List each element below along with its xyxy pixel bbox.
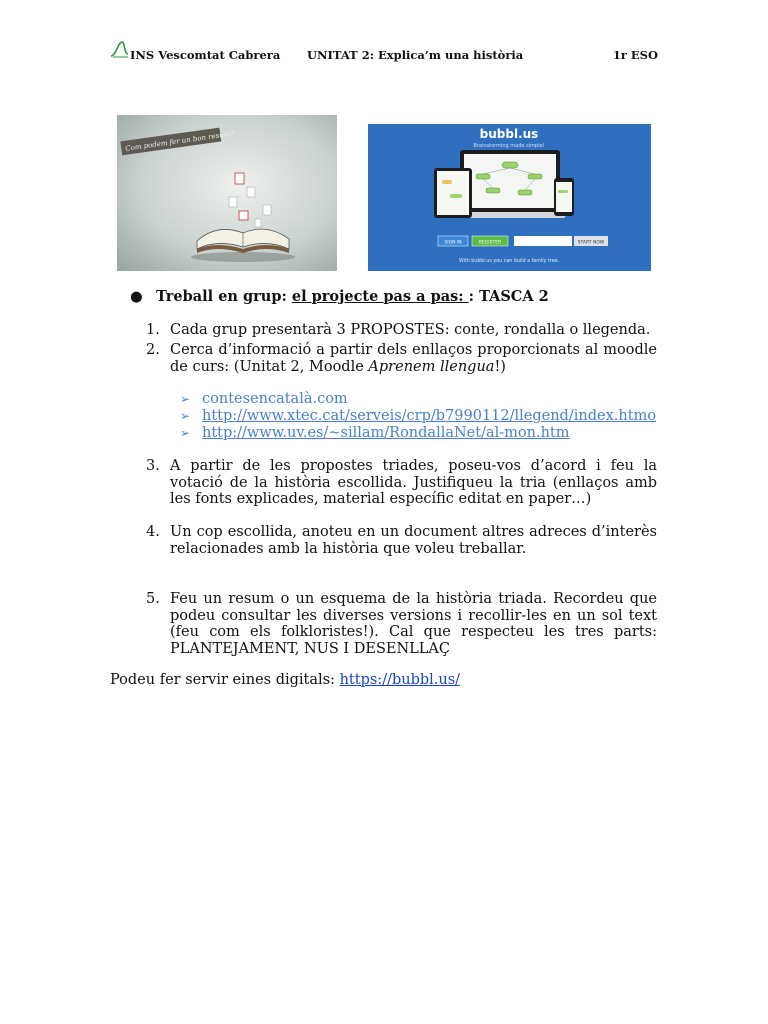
item-2-text-after: !) [494,358,506,375]
bubbl-sign-in-button: SIGN IN [444,240,462,246]
item-2-text-before: Cerca d’informació a partir dels enllaços proporcionats al moodle de curs: (Unitat 2, Moodle [170,342,657,375]
school-name: INS Vescomtat Cabrera [130,48,281,62]
task-underlined: el projecte pas a pas: [291,288,469,305]
task-prefix: Treball en grup: [156,288,292,305]
course-level: 1r ESO [612,48,658,62]
arrow-bullet-icon: ➢ [180,392,191,406]
bubbl-logo: bubbl.us [479,127,539,141]
item-number-1: 1. [146,322,160,338]
arrow-bullet-icon: ➢ [180,426,191,440]
link-xtec[interactable]: http://www.xtec.cat/serveis/crp/b7990112/llegend/index.htmo [202,408,656,424]
bubbl-link[interactable]: https://bubbl.us/ [339,672,461,688]
digital-tools-line [110,672,460,688]
page-header [110,46,658,64]
school-logo-icon [110,40,132,60]
item-5-text: Feu un resum o un esquema de la història triada. Recordeu que podeu consultar les diverses versions i recollir-les en un sol text (feu com els folkloristes!). Cal que respecteu les tres parts: PLANTEJAMENT, NUS I DESENLLAÇ [170,591,657,657]
item-number-3: 3. [146,458,160,474]
bubbl-register-button: REGISTER [478,240,502,246]
tablet-icon [434,168,472,218]
link-contesencatala[interactable]: contesencatalà.com [202,391,348,407]
bullet-point: ● [130,288,143,305]
digital-tools-text: Podeu fer servir eines digitals: [110,672,340,688]
bubbl-tagline: Brainstorming made simple! [473,143,545,149]
bubbl-start-button: START NOW [577,240,605,246]
link-row-3 [180,425,570,441]
bubbl-us-image [368,124,651,271]
book-illustration [117,115,337,271]
item-2-italic: Aprenem llengua [368,358,495,375]
link-row-2 [180,408,656,424]
prezi-title: Com podem fer un bon resum? [124,129,235,153]
task-heading [130,288,549,305]
phone-icon [554,178,574,216]
item-1-text: Cada grup presentarà 3 PROPOSTES: conte, rondalla o llegenda. [170,322,651,338]
item-4-text: Un cop escollida, anoteu en un document altres adreces d’interès relacionades amb la història que voleu treballar. [170,524,657,557]
link-uv[interactable]: http://www.uv.es/~sillam/RondallaNet/al-mon.htm [202,425,570,441]
bubbl-caption: With bubbl.us you can build a family tree. [458,259,560,264]
item-number-4: 4. [146,524,160,540]
arrow-bullet-icon: ➢ [180,409,191,423]
unit-title: UNITAT 2: Explica’m una història [307,48,524,62]
item-3-text: A partir de les propostes triades, poseu-vos d’acord i feu la votació de la història escollida. Justifiqueu la tria (enllaços amb les fonts explicades, material específic editat en paper…) [170,458,657,508]
task-suffix: : TASCA 2 [468,288,549,305]
item-2-text [170,342,657,375]
summary-presentation-image [117,115,337,271]
link-row-1 [180,391,348,407]
item-number-5: 5. [146,591,160,607]
item-number-2: 2. [146,342,160,358]
